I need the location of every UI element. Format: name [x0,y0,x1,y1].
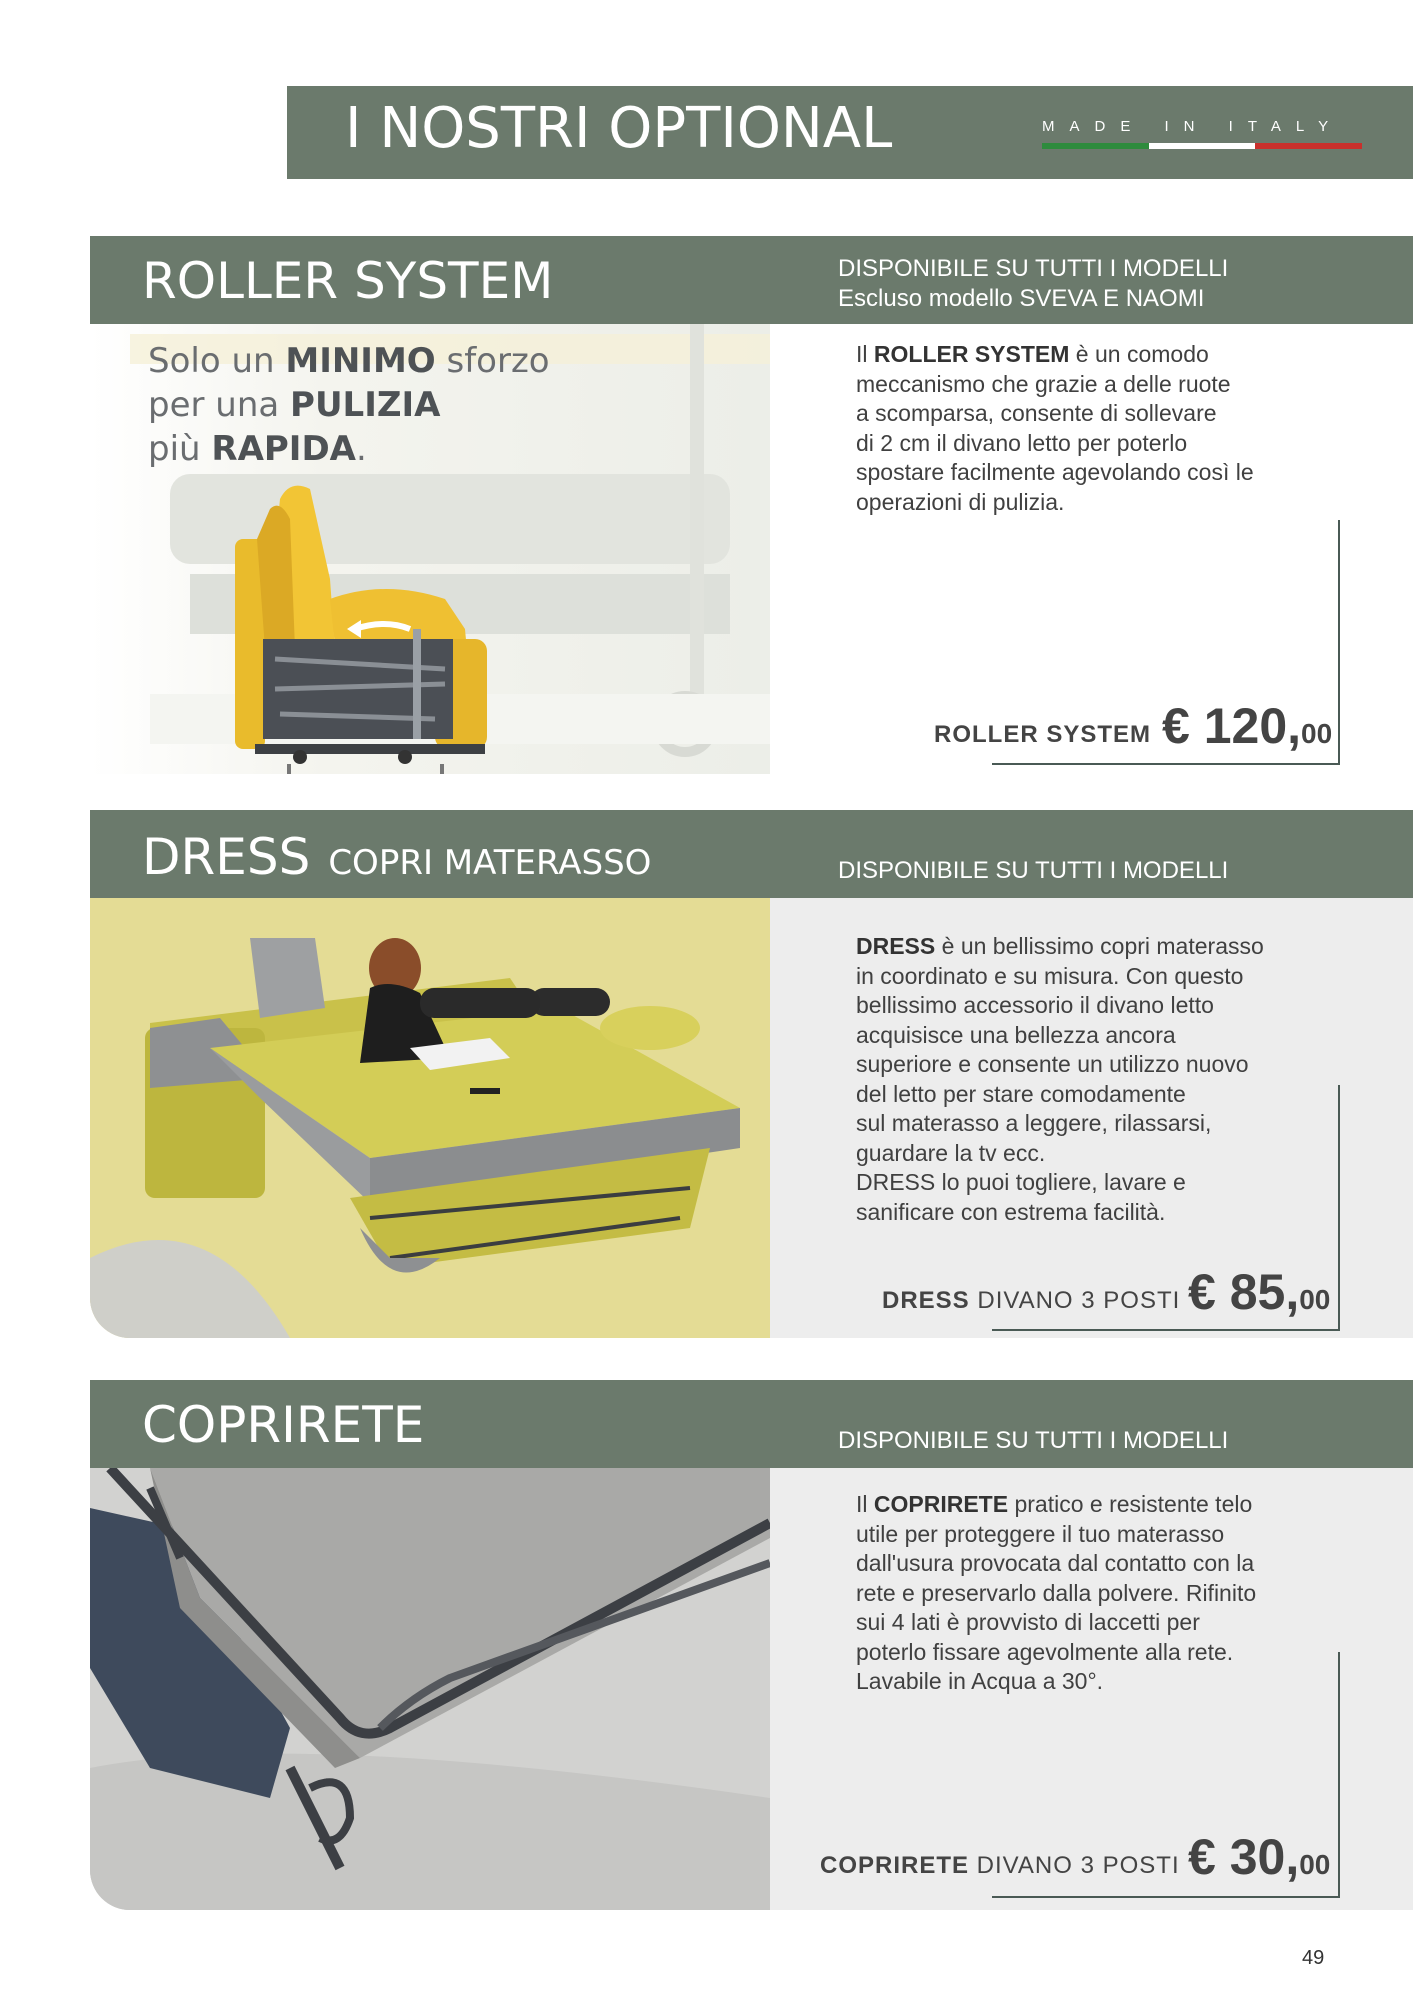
desc-line: superiore e consente un utilizzo nuovo [856,1051,1249,1077]
availability-exception: Escluso modello SVEVA E NAOMI [838,285,1205,312]
made-in-italy-text: MADE IN ITALY [1042,118,1344,135]
price-label-bold: COPRIRETE [820,1852,970,1879]
flag-red [1255,143,1362,149]
roller-system-bar [90,236,1413,324]
price-label [882,1287,1180,1315]
dress-photo [90,898,770,1338]
price-label-rest: DIVANO 3 POSTI [969,1852,1180,1879]
flag-white [1149,143,1256,149]
price-value [1188,1263,1330,1321]
desc-line: rete e preservarlo dalla polvere. Rifinito [856,1579,1257,1606]
price-cents: 00 [1299,1849,1331,1880]
desc-line: meccanismo che grazie a delle ruote [856,370,1231,397]
slogan-line-2: per una PULIZIA [148,385,441,425]
desc-line: DRESS è un bellissimo copri materasso [856,933,1264,959]
desc-line: sui 4 lati è provvisto di laccetti per [856,1609,1200,1635]
slogan-line-1: Solo un MINIMO sforzo [148,341,550,381]
price-value [1162,697,1332,755]
desc-line: Il ROLLER SYSTEM è un comodo [856,341,1209,367]
desc-line: sul materasso a leggere, rilassarsi, [856,1110,1212,1136]
availability-text: DISPONIBILE SU TUTTI I MODELLI [838,1427,1229,1454]
desc-line: a scomparsa, consente di sollevare [856,400,1217,426]
price-label [820,1852,1180,1880]
desc-line: bellissimo accessorio il divano letto [856,992,1214,1018]
price-frame-vertical [1338,1085,1340,1331]
price-frame-horizontal [992,1329,1340,1331]
price-frame-vertical [1338,1652,1340,1898]
slogan-line-3: più RAPIDA. [148,429,367,469]
price-label-bold: DRESS [882,1287,970,1314]
desc-line: del letto per stare comodamente [856,1080,1186,1107]
sofa-wheels-illustration [90,324,770,774]
coprirete-description [856,1490,1256,1697]
price-label: ROLLER SYSTEM [934,721,1152,748]
desc-line: in coordinato e su misura. Con questo [856,962,1244,989]
roller-system-description [856,340,1254,517]
desc-line: poterlo fissare agevolmente alla rete. [856,1638,1234,1665]
availability-text [838,254,1228,314]
section-title [142,828,651,886]
price-cents: 00 [1299,1284,1331,1315]
flag-green [1042,143,1149,149]
section-title: ROLLER SYSTEM [142,252,554,310]
availability-line: DISPONIBILE SU TUTTI I MODELLI [838,255,1229,282]
italian-flag-stripe [1042,143,1362,149]
desc-line: Il COPRIRETE pratico e resistente telo [856,1491,1253,1517]
made-in-italy-badge [1042,118,1362,149]
page-number: 49 [1302,1947,1325,1969]
mattress-frame-cover-illustration [90,1468,770,1910]
desc-line: operazioni di pulizia. [856,488,1065,515]
price-main: € 85, [1188,1264,1300,1320]
desc-line: spostare facilmente agevolando così le [856,459,1254,485]
availability-text: DISPONIBILE SU TUTTI I MODELLI [838,857,1229,884]
desc-line: sanificare con estrema facilità. [856,1198,1166,1225]
desc-line: di 2 cm il divano letto per poterlo [856,429,1188,456]
dress-bar [90,810,1413,898]
page-header [287,86,1413,179]
section-subtitle: COPRI MATERASSO [328,843,652,883]
page-title: I NOSTRI OPTIONAL [345,96,893,161]
price-frame-horizontal [992,1896,1340,1898]
desc-line: dall'usura provocata dal contatto con la [856,1550,1255,1576]
price-value [1188,1828,1330,1886]
desc-line: DRESS lo puoi togliere, lavare e [856,1169,1186,1195]
section-title-main: DRESS [142,828,311,886]
coprirete-bar [90,1380,1413,1468]
price-main: € 120, [1162,698,1302,754]
price-label-rest: DIVANO 3 POSTI [969,1287,1181,1314]
price-frame-vertical [1338,520,1340,765]
price-cents: 00 [1301,718,1333,749]
dress-description [856,932,1264,1227]
desc-line: acquisisce una bellezza ancora [856,1021,1176,1048]
roller-system-photo [90,324,770,774]
coprirete-photo [90,1468,770,1910]
section-title: COPRIRETE [142,1396,425,1454]
price-frame-horizontal [992,763,1340,765]
desc-line: Lavabile in Acqua a 30°. [856,1668,1104,1694]
price-main: € 30, [1188,1829,1300,1885]
desc-line: guardare la tv ecc. [856,1139,1046,1166]
desc-line: utile per proteggere il tuo materasso [856,1520,1225,1547]
sofa-bed-with-cover-illustration [90,898,770,1338]
